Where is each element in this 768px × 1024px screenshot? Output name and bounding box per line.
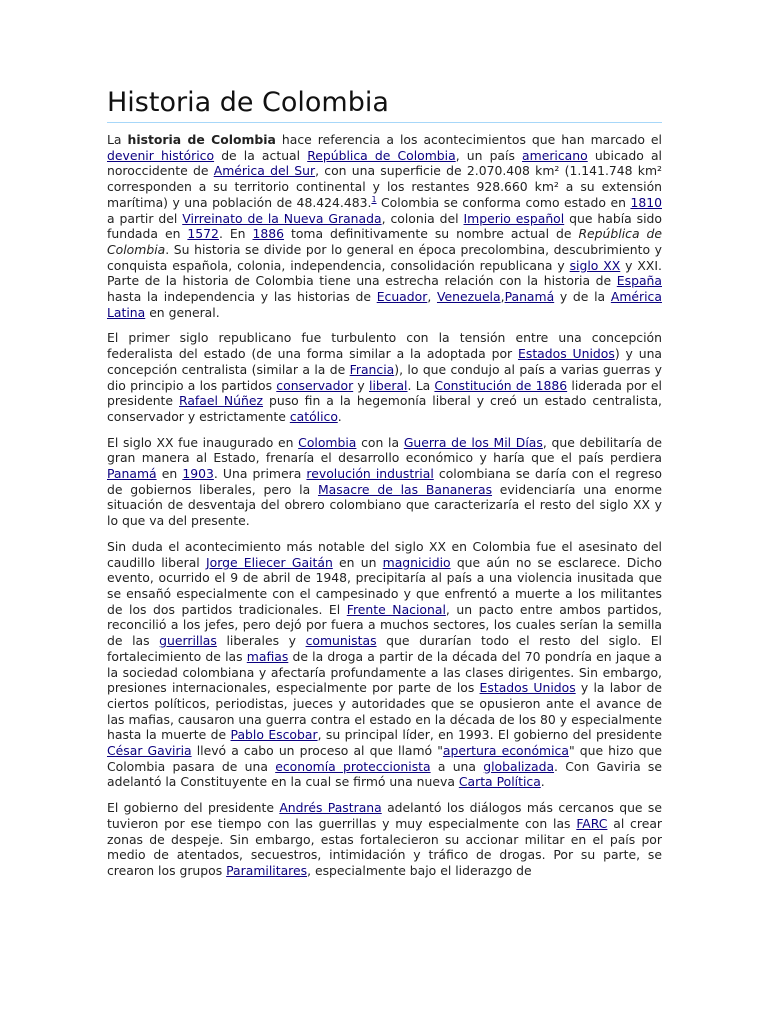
article-link[interactable]: magnicidio (382, 554, 451, 570)
paragraph-text: , con una superficie de 2.070.408 km² (1.141.748 km² corresponden a su territorio continental y los restantes 928.660 km² a su extensión marítima) y una población de 48.424.483. (107, 163, 663, 210)
paragraph-text: , que debilitaría de gran manera al Estado, frenaría el desarrollo económico y haría que el país perdiera (107, 434, 662, 466)
article-link[interactable]: Estados Unidos (518, 346, 615, 362)
paragraph-text: Colombia se conforma como estado en (376, 194, 631, 210)
article-link[interactable]: FARC (576, 815, 608, 831)
article-link[interactable]: Venezuela (436, 289, 501, 305)
article-link[interactable]: Frente Nacional (346, 601, 446, 617)
paragraph-text: . La (407, 377, 435, 393)
paragraph-text: , un país (455, 147, 523, 163)
paragraph-text: El gobierno del presidente (107, 800, 280, 816)
article-link[interactable]: liberal (369, 377, 408, 393)
paragraph-text: , su principal líder, en 1993. El gobierno del presidente (317, 727, 662, 743)
paragraph-text: en un (332, 554, 383, 570)
paragraph-text: de la droga a partir de la década del 70 pondría en jaque a la sociedad colombiana y afectaría profundamente a las clases dirigentes. Sin embargo, presiones internacionales, especialmente por parte de los (107, 648, 662, 696)
article-link[interactable]: Carta Política (458, 774, 541, 790)
paragraph-text: de la actual (214, 147, 308, 163)
article-link[interactable]: Constitución de 1886 (434, 377, 568, 393)
article-link[interactable]: Guerra de los Mil Días (403, 434, 543, 450)
paragraph-text: , un pacto entre ambos partidos, reconcilió a los jefes, pero dejó por fuera a muchos sectores, los cuales serían la semilla de las (107, 601, 662, 649)
paragraph-text: . Una primera (213, 466, 307, 482)
paragraph-text: . (337, 408, 342, 424)
article-link[interactable]: Panamá (107, 466, 157, 482)
paragraph-4 (107, 539, 662, 790)
page-title: Historia de Colombia (107, 86, 662, 123)
paragraph-text: ), lo que condujo al país a varias guerras y dio principio a los partidos (107, 361, 663, 393)
paragraph-text: evidenciaría una enorme situación de desventaja del obrero colombiano que caracterizaría el resto del siglo XX y lo que va del presente. (107, 481, 662, 529)
paragraph-text: ) y una concepción centralista (similar a la de (107, 346, 663, 377)
paragraph-text: puso fin a la hegemonía liberal y creó un estado centralista, conservador y estrictamente (107, 393, 662, 424)
paragraph-text: y la labor de ciertos políticos, periodistas, jueces y autoridades que se opusieron ante el avance de las mafias, causaron una guerra contra el estado en la década de los 80 y especialmente hasta la muerte de (107, 680, 663, 743)
paragraph-text: , (427, 289, 437, 305)
paragraph-text: La (107, 132, 128, 147)
paragraph-text: . Su historia se divide por lo general en época precolombina, descubrimiento y conquista española, colonia, independencia, consolidación republicana y (107, 241, 662, 273)
paragraph-text: que había sido fundada en (107, 210, 662, 242)
paragraph-text: con la (356, 434, 404, 450)
paragraph-text: que durarían todo el resto del siglo. El fortalecimiento de las (107, 633, 662, 664)
article-link[interactable]: Masacre de las Bananeras (317, 481, 493, 497)
article-link[interactable]: Andrés Pastrana (279, 800, 382, 816)
italic-term: República de Colombia (107, 226, 663, 257)
article-link[interactable]: Virreinato de la Nueva Granada (182, 210, 382, 226)
paragraph-text: toma definitivamente su nombre actual de (284, 226, 579, 242)
paragraph-text: colombiana se daría con el regreso de gobiernos liberales, pero la (107, 466, 663, 497)
article-link[interactable]: economía proteccionista (275, 758, 431, 774)
paragraph-text: . (540, 774, 545, 790)
article-link[interactable]: Pablo Escobar (230, 727, 318, 743)
article-link[interactable]: Ecuador (376, 289, 428, 305)
article-link[interactable]: América del Sur (213, 163, 316, 179)
article-link[interactable]: Rafael Núñez (179, 393, 264, 409)
article-link[interactable]: Colombia (298, 434, 357, 450)
article-link[interactable]: siglo XX (569, 257, 621, 273)
paragraph-text: , especialmente bajo el liderazgo de (307, 862, 532, 878)
paragraph-text: ubicado al noroccidente de (107, 147, 662, 179)
article-link[interactable]: mafias (246, 648, 289, 664)
article-link[interactable]: apertura económica (442, 743, 569, 759)
article-link[interactable]: Panamá (504, 289, 555, 305)
paragraph-text: . Con Gaviria se adelantó la Constituyente en la cual se firmó una nueva (107, 758, 662, 790)
article-link[interactable]: Estados Unidos (479, 680, 576, 696)
article-link[interactable]: 1903 (182, 466, 214, 482)
article-link[interactable]: católico (289, 408, 338, 424)
article-link[interactable]: César Gaviria (107, 743, 192, 759)
paragraph-text: en (156, 466, 183, 482)
paragraph-text: hace referencia a los acontecimientos que han marcado el (275, 132, 662, 147)
paragraph-text: a una (430, 758, 484, 774)
paragraph-1 (107, 132, 662, 320)
article-link[interactable]: Paramilitares (226, 862, 308, 878)
article-link[interactable]: conservador (276, 377, 354, 393)
article-link[interactable]: comunistas (305, 633, 377, 649)
paragraph-text: liderada por el presidente (107, 377, 662, 409)
paragraph-text: llevó a cabo un proceso al que llamó " (191, 743, 443, 759)
paragraph-text: y XXI. Parte de la historia de Colombia tiene una estrecha relación con la historia de (107, 257, 662, 289)
paragraph-text: Sin duda el acontecimiento más notable del siglo XX en Colombia fue el asesinato del caudillo liberal (107, 538, 662, 570)
paragraph-2 (107, 330, 662, 424)
article-link[interactable]: guerrillas (159, 633, 217, 649)
paragraph-text: . En (218, 226, 253, 242)
paragraph-text: El primer siglo republicano fue turbulento con la tensión entre una concepción federalista del estado (de una forma similar a la adoptada por (107, 330, 662, 362)
paragraph-text: liberales y (216, 633, 306, 649)
article-link[interactable]: Jorge Eliecer Gaitán (205, 554, 333, 570)
paragraph-3 (107, 435, 662, 529)
paragraph-text: a partir del (107, 210, 183, 226)
paragraph-text: " que hizo que Colombia pasara de una (107, 743, 662, 774)
article (107, 86, 662, 889)
paragraph-5 (107, 800, 662, 879)
article-link[interactable]: devenir histórico (107, 147, 215, 163)
article-body (107, 132, 662, 879)
article-link[interactable]: americano (522, 147, 588, 163)
paragraph-text: y (353, 377, 369, 393)
article-link[interactable]: 1572 (187, 226, 219, 242)
paragraph-text: , (500, 289, 505, 305)
article-link[interactable]: revolución industrial (306, 466, 434, 482)
reference-link[interactable]: 1 (371, 194, 377, 204)
article-link[interactable]: 1886 (252, 226, 285, 242)
paragraph-text: , colonia del (381, 210, 464, 226)
article-link[interactable]: España (616, 273, 662, 289)
article-link[interactable]: globalizada (483, 758, 555, 774)
paragraph-text: y de la (554, 289, 611, 305)
paragraph-text: que aún no se esclarece. Dicho evento, ocurrido el 9 de abril de 1948, precipitaría al país a una violencia inusitada que se ensañó especialmente con el campesinado y que enfrentó a muerte a los militantes de los dos partidos tradicionales. El (107, 554, 663, 617)
paragraph-text: en general. (145, 304, 220, 320)
paragraph-text: El siglo XX fue inaugurado en (107, 434, 299, 450)
article-link[interactable]: Francia (349, 361, 395, 377)
paragraph-text: adelantó los diálogos más cercanos que se tuvieron por ese tiempo con las guerrillas y muy especialmente con las (107, 800, 662, 831)
paragraph-text: hasta la independencia y las historias de (107, 289, 377, 305)
article-link[interactable]: Imperio español (463, 210, 565, 226)
article-link[interactable]: 1810 (630, 194, 662, 210)
article-link[interactable]: América Latina (107, 289, 662, 320)
article-link[interactable]: República de Colombia (307, 147, 456, 163)
paragraph-text: al crear zonas de despeje. Sin embargo, estas fortalecieron su accionar militar en el país por medio de atentados, secuestros, intimidación y tráfico de drogas. Por su parte, se crearon los grupos (107, 815, 663, 878)
bold-term: historia de Colombia (127, 132, 276, 147)
